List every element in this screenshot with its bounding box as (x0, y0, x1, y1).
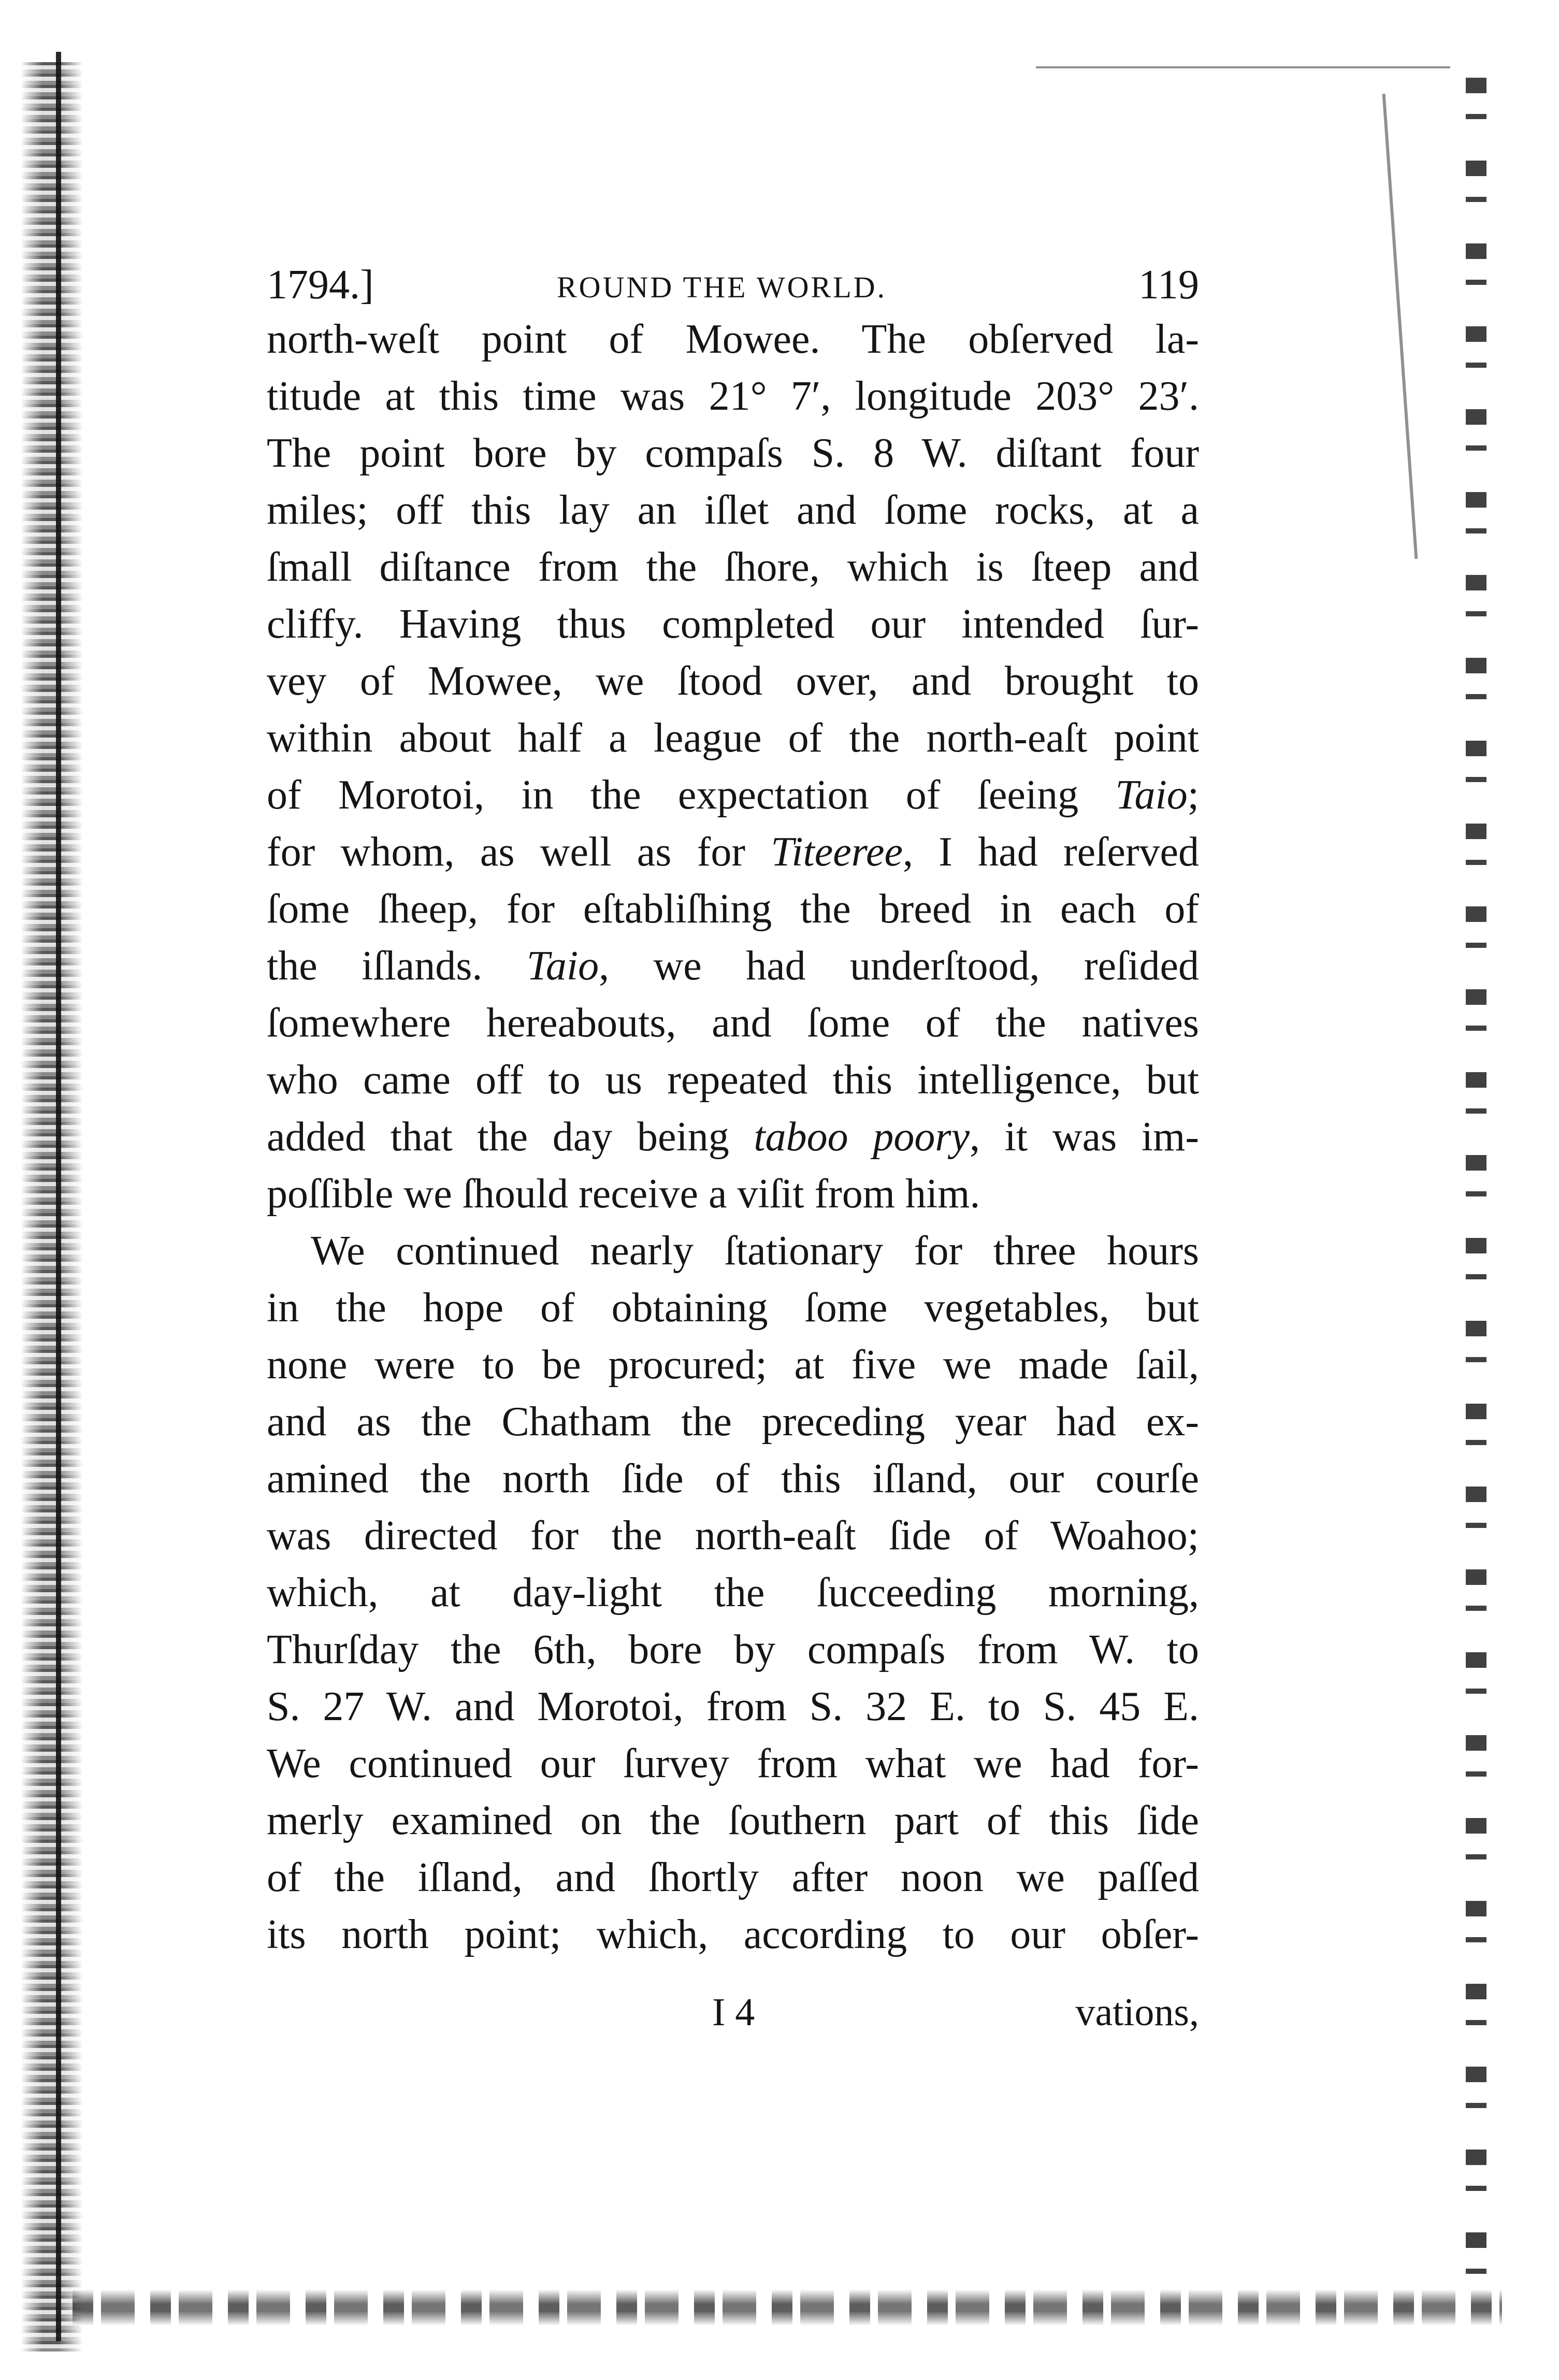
running-header (267, 262, 1199, 308)
text-line: ſmall diſtance from the ſhore, which is ſteep and (267, 544, 1199, 590)
text-line: ſome ſheep, for eſtabliſhing the breed in each of (267, 886, 1199, 932)
scan-edge-bottom (73, 2289, 1502, 2326)
header-year: 1794.] (267, 262, 374, 308)
text-line: for whom, as well as for Titeeree, I had reſerved (267, 829, 1199, 875)
text-line: We continued nearly ſtationary for three hours (311, 1228, 1199, 1274)
text-line: of Morotoi, in the expectation of ſeeing Taio; (267, 772, 1199, 818)
scan-binding-line (56, 52, 61, 2341)
text-line: cliffy. Having thus completed our intended ſur- (267, 601, 1199, 647)
text-line: The point bore by compaſs S. 8 W. diſtant four (267, 430, 1199, 476)
text-line: amined the north ſide of this iſland, our courſe (267, 1456, 1199, 1502)
text-line: ſomewhere hereabouts, and ſome of the natives (267, 1000, 1199, 1046)
scan-edge-top (1036, 66, 1450, 68)
text-line: the iſlands. Taio, we had underſtood, reſided (267, 943, 1199, 989)
text-line: of the iſland, and ſhortly after noon we paſſed (267, 1855, 1199, 1900)
text-line: vey of Mowee, we ſtood over, and brought to (267, 658, 1199, 704)
text-line: within about half a league of the north-eaſt point (267, 715, 1199, 761)
text-line: north-weſt point of Mowee. The obſerved la- (267, 316, 1199, 362)
text-line: miles; off this lay an iſlet and ſome rocks, at a (267, 487, 1199, 533)
text-line: Thurſday the 6th, bore by compaſs from W. to (267, 1627, 1199, 1672)
text-line: its north point; which, according to our obſer- (267, 1912, 1199, 1957)
text-line: was directed for the north-eaſt ſide of Woahoo; (267, 1513, 1199, 1559)
signature-mark: I 4 (712, 1990, 755, 2034)
text-line: who came off to us repeated this intelligence, but (267, 1057, 1199, 1103)
scan-edge-right (1466, 78, 1486, 2305)
text-line: S. 27 W. and Morotoi, from S. 32 E. to S. 45 E. (267, 1684, 1199, 1729)
text-line: poſſible we ſhould receive a viſit from him. (267, 1171, 980, 1217)
text-line: We continued our ſurvey from what we had for- (267, 1741, 1199, 1786)
page-footer (267, 1984, 1199, 2041)
header-title: ROUND THE WORLD. (557, 270, 887, 304)
text-line: and as the Chatham the preceding year had ex- (267, 1399, 1199, 1445)
text-line: added that the day being taboo poory, it was im- (267, 1114, 1199, 1160)
body-text (267, 311, 1199, 1963)
page-number: 119 (1138, 262, 1199, 308)
text-line: in the hope of obtaining ſome vegetables, but (267, 1285, 1199, 1331)
scan-edge-right-shadow (1382, 94, 1418, 559)
scan-edge-left (21, 62, 83, 2352)
text-line: titude at this time was 21° 7′, longitude 203° 23′. (267, 373, 1199, 419)
text-line: which, at day-light the ſucceeding morning, (267, 1570, 1199, 1615)
text-line: none were to be procured; at five we made ſail, (267, 1342, 1199, 1388)
text-line: merly examined on the ſouthern part of this ſide (267, 1798, 1199, 1843)
catchword: vations, (1075, 1990, 1199, 2034)
